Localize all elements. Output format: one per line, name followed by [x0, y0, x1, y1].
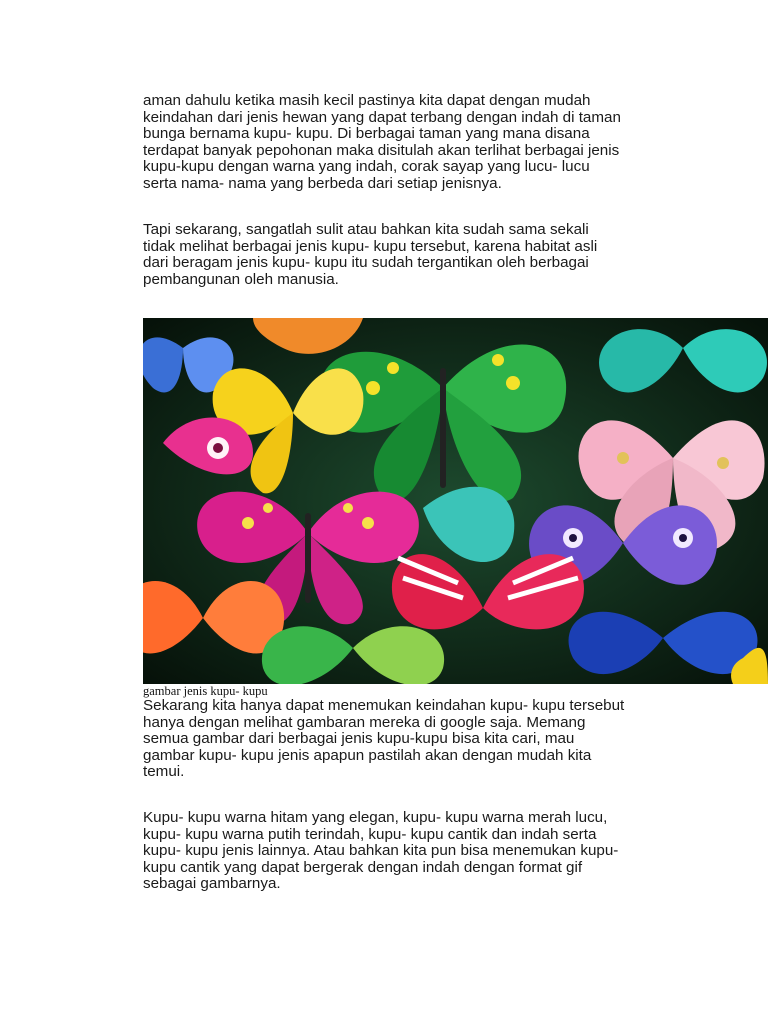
butterflies-photo	[143, 318, 768, 684]
text-line: keindahan dari jenis hewan yang dapat terbang dengan indah di taman	[143, 108, 621, 126]
text-line: hanya dengan melihat gambaran mereka di google saja. Memang	[143, 713, 586, 731]
text-line: kupu-kupu dengan warna yang indah, corak sayap yang lucu- lucu	[143, 158, 590, 176]
text-line: kupu- kupu jenis lainnya. Atau bahkan kita pun bisa menemukan kupu-	[143, 842, 619, 860]
figure-caption: gambar jenis kupu- kupu	[143, 684, 268, 698]
butterflies-photo-icon	[143, 318, 768, 684]
text-line: temui.	[143, 763, 185, 781]
text-line: pembangunan oleh manusia.	[143, 270, 339, 288]
text-line: Kupu- kupu warna hitam yang elegan, kupu- kupu warna merah lucu,	[143, 809, 608, 826]
text-line: aman dahulu ketika masih kecil pastinya kita dapat dengan mudah	[143, 92, 591, 109]
paragraph-intro	[143, 93, 683, 193]
text-line: tidak melihat berbagai jenis kupu- kupu tersebut, karena habitat asli	[143, 237, 598, 255]
text-line: bunga bernama kupu- kupu. Di berbagai taman yang mana disana	[143, 125, 590, 143]
text-line: kupu- kupu warna putih terindah, kupu- kupu cantik dan indah serta	[143, 825, 597, 843]
paragraph-colors	[143, 810, 683, 893]
paragraph-habitat	[143, 222, 683, 288]
text-line: serta nama- nama yang berbeda dari setiap jenisnya.	[143, 174, 502, 192]
paragraph-google	[143, 698, 683, 781]
text-line: Sekarang kita hanya dapat menemukan keindahan kupu- kupu tersebut	[143, 697, 625, 714]
text-line: terdapat banyak pepohonan maka disitulah akan terlihat berbagai jenis	[143, 141, 620, 159]
text-line: sebagai gambarnya.	[143, 875, 281, 893]
text-line: semua gambar dari berbagai jenis kupu-kupu bisa kita cari, mau	[143, 730, 575, 748]
text-line: gambar kupu- kupu jenis apapun pastilah akan dengan mudah kita	[143, 746, 592, 764]
text-line: dari beragam jenis kupu- kupu itu sudah tergantikan oleh berbagai	[143, 254, 589, 272]
text-line: Tapi sekarang, sangatlah sulit atau bahkan kita sudah sama sekali	[143, 221, 589, 238]
text-line: kupu cantik yang dapat bergerak dengan indah dengan format gif	[143, 858, 583, 876]
